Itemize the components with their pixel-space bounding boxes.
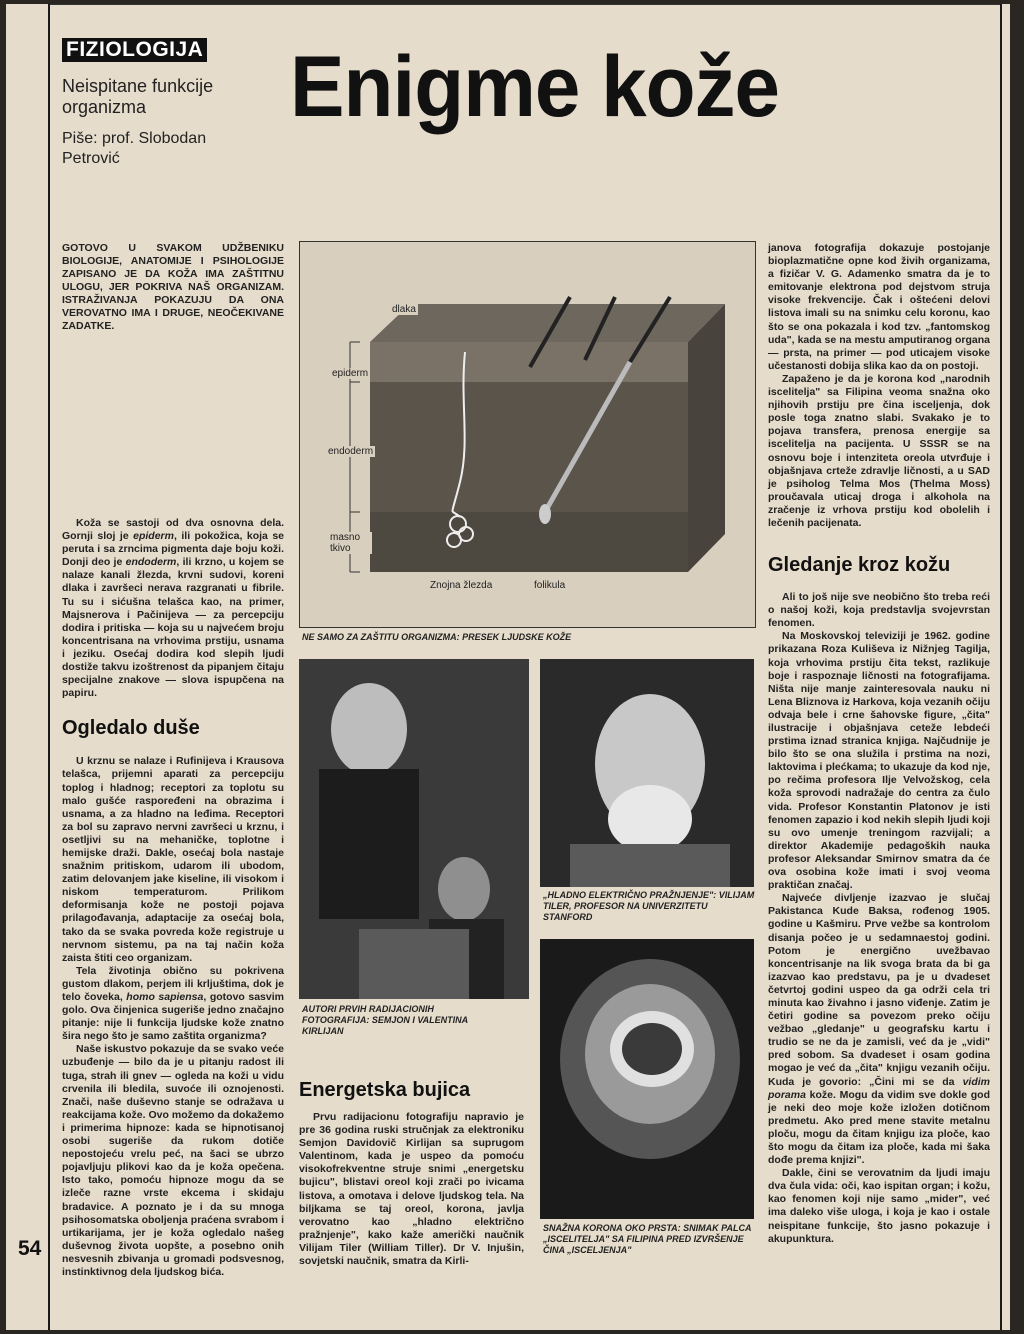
paragraph: Zapaženo je da je korona kod „narodnih iscelitelja" sa Filipina veoma snažna oko njihovih prstiju pre čina isceljenja, dok posle toga znatno slabi. Svakako je to pojava transfera, prenosa energije sa iscelitelja na pacijenta. U SSSR se na osnovu boje i intenziteta oreola utvrđuje i objašnjava crteže zdravlje ličnosti, a u SAD je psiholog Telma Mos (Thelma Moss) proučavala uticaj droga i alkohola na zračenje iz vrhova prstiju kod obolelih i lečenih pacijenata. xyxy=(768,372,990,529)
intro-paragraph xyxy=(62,517,284,700)
column-3 xyxy=(768,242,990,1246)
photo-kirlian-graphic xyxy=(299,659,529,999)
text-run: kože. Mogu da vidim sve dokle god je neki deo moje kože izložen dotičnom predmetu. Ako pred mene stavite metalnu ploču, mogu da čitam knjigu iza ploče, kao što mogu da čitam iza ploče, kada mi šaka dođe prema knjizi". xyxy=(768,1088,990,1167)
photo-finger-corona xyxy=(540,939,754,1219)
skin-cross-section-diagram xyxy=(299,241,756,628)
magazine-page xyxy=(6,4,1010,1330)
paragraph: Prvu radijacionu fotografiju napravio je pre 36 godina ruski stručnjak za elektroniku Semjon Davidovič Kirlijan sa suprugom Valentinom, kada je uspeo da pomoću visokofrekventne struje snimi „energetsku bujicu", blistavi oreol koji zrači po ivicama listova, a omotava i delove ljudskog tela. Na biljkama se taj oreol, korona, javlja verovatno kao „hladno električno pražnjenje", kako kaže američki naučnik Vilijam Tiler (William Tiller). Dr V. Injušin, sovjetski naučnik, smatra da Kirli- xyxy=(299,1111,524,1268)
diagram-label-folikula: folikula xyxy=(534,580,566,591)
diagram-label-dlaka: dlaka xyxy=(392,304,416,315)
skin-diagram-graphic xyxy=(300,242,755,627)
caption-corona: SNAŽNA KORONA OKO PRSTA: SNIMAK PALCA „ISCELITELJA" SA FILIPINA PRED IZVRŠENJE ČINA „ISCELJENJA" xyxy=(543,1223,752,1255)
section-label: FIZIOLOGIJA xyxy=(62,38,207,62)
diagram-label-masno-tkivo: masno tkivo xyxy=(328,532,372,554)
subheading-energetska-bujica: Energetska bujica xyxy=(299,1079,471,1101)
top-rule xyxy=(50,4,1000,5)
paragraph xyxy=(768,892,990,1167)
term-vidim-porama: vidim porama xyxy=(768,1075,990,1101)
paragraph xyxy=(62,965,284,1044)
paragraph: U krznu se nalaze i Rufinijeva i Krausova telašca, prijemni aparati za percepciju toplog i hladnog; receptori za toplotu su malo gušće raspoređeni na obrazima i usnama, a za hladno na leđima. Receptori za bol su zapravo nervni završeci u krznu, i osetljivi su na mehaničke, toplotne i hemijske draži. Dakle, osećaj bola nastaje snažnim pritiskom, udarom ili ubodom, zatim delovanjem jake kiseline, ili visokom i niskom temperaturom. Prilikom deformisanja kože ne postoji pojava prilagođavanja, adaptacije za osećaj bola, tako da se svaka povreda kože registruje u nervnom sistemu, pa na taj način koža zaista štiti ceo organizam. xyxy=(62,755,284,964)
article-subtitle: Neispitane funkcije organizma xyxy=(62,76,214,117)
caption-tiller: „HLADNO ELEKTRIČNO PRAŽNJENJE": VILIJAM TILER, PROFESOR NA UNIVERZITETU STANFORD xyxy=(543,890,755,922)
text-run: Najveće divljenje izazvao je slučaj Pakistanca Kude Baksa, rođenog 1905. godine u Kašmiru. Prve vežbe sa kontrolom disanja počeo je u sedamnaestoj godini. Potom je energično uvežbavao koncentrisanje na lik svoga brata da bi ga izazvao kao predstavu, pa je u dvadeset četvrtoj godini uspeo da ga održi cela tri minuta kao živahno i jasno viđenje. Zatim je četiri godine sa povezom preko očiju vežbao „gledanje" u geografsku kartu i trudio se ne da je zamisli, već da je „vidi" pred sobom. Sa dvadeset i osam godina mogao je već da „čita" knjigu vezanih očiju. Kuda je govorio: „Čini mi se da xyxy=(768,892,990,1088)
paragraph: Ali to još nije sve neobično što treba reći o našoj koži, koja predstavlja svojevrstan fenomen. xyxy=(768,591,990,630)
term-endoderm: endoderm xyxy=(125,556,177,569)
text-run: Koža se sastoji od dva osnovna dela. Gornji sloj je xyxy=(62,517,284,543)
paragraph: Naše iskustvo pokazuje da se svako veće uzbuđenje — bilo da je u pitanju radost ili tuga, strah ili gnev — ogleda na koži u vidu crvenila ili bledila, suvoće ili oznojenosti. Znači, naše duševno stanje se odražava u reakcijama kože. Ovo možemo da dokažemo i primerima hipnoze: kada se hipnotisanoj osobi sugeriše da rukom dotiče nepostojeću vrelu peć, na šaci se ubrzo pojavljuju plikovi kao da je koža opečena. Isto tako, pomoću hipnoze mogu da se izleče razne vrste ekcema i skidaju bradavice. A poznato je i da su mnoga psihosomatska oboljenja praćena svrabom i urtikarijama, jer je koža ogledalo našeg duševnog života uopšte, a posebno onih nesvesnih zbivanja u gromadi podsvesnog, instinktivnog dela ljudskog bića. xyxy=(62,1043,284,1278)
photo-corona-graphic xyxy=(540,939,754,1219)
photo-william-tiller xyxy=(540,659,754,887)
byline: Piše: prof. Slobodan Petrović xyxy=(62,130,207,167)
right-page-rule xyxy=(1000,4,1002,1330)
paragraph: janova fotografija dokazuje postojanje bioplazmatične opne kod živih organizama, a fizičar V. G. Adamenko smatra da je to emitovanje elektrona pod dejstvom struja visoke frekvencije. Čak i oštećeni delovi listova imali su na snimku celu koronu, kao što se ona pokazala i kod tzv. „fantomskog uda", kada se na mestu amputiranog organa — prsta, na primer — pod uticajem visoke učestanosti dobija slika kao da on postoji. xyxy=(768,242,990,372)
paragraph: Na Moskovskoj televiziji je 1962. godine prikazana Roza Kuliševa iz Nižnjeg Tagilja, koja vrhovima prstiju čita tekst, razlikuje boje i raspoznaje ličnosti na fotografijama. Ništa nije manje zainteresovala nauku ni Lena Bliznova iz Harkova, koja vezanih očiju odvaja bele i crne šahovske figure, „čita" ilustracije i objašnjava ceteže lebdeći prstima iznad stranica knjiga. Najčudnije je bilo što se ona služila i prstima na nozi, laktovima i plećkama; to ukazuje da kod nje, po rečima profesora Ilje Velvožskog, cela koža sprovodi nadražaje do centra za čulo vida. Profesor Konstantin Platonov je isti fenomen zapazio i kod nekih slepih ljudi koji su ovo umenje treningom razvijali; a direktor Akademije pedagoških nauka profesor Aleksandar Smirnov smatra da će ova osobina kože imati i svoj veoma praktičan značaj. xyxy=(768,630,990,892)
diagram-label-epiderm: epiderm xyxy=(332,368,369,379)
lead-paragraph: GOTOVO U SVAKOM UDŽBENIKU BIOLOGIJE, ANATOMIJE I PSIHOLOGIJE ZAPISANO JE DA KOŽA IMA ZAŠTITNU ULOGU, JER POKRIVA NAŠ ORGANIZAM. ISTRAŽIVANJA POKAZUJU DA ONA VEROVATNO IMA I DRUGE, NEOČEKIVANE ZADATKE. xyxy=(62,242,284,332)
text-run: , ili krzno, u kojem se nalaze kanali žlezda, krvni sudovi, koreni dlaka i završeci nerava razgranati u fibrile. Tu su i sićušna telašca kao, na primer, Majsnerova i Pačinijeva — za percepciju dodira i pritiska — koja su u najvećem broju koncentrisana na vrhovima prstiju, usnama i jeziku. Osećaj dodira kod slepih ljudi dostiže takvu izoštrenost da pipanjem čitaju specijalne znakove — slova ispupčena na papiru. xyxy=(62,556,284,700)
term-homo-sapiens: homo sapiensa xyxy=(126,991,204,1003)
text-run: Tela životinja obično su pokrivena gustom dlakom, perjem ili krljuštima, dok je telo čoveka, xyxy=(62,964,284,1003)
text-run: , ili pokožica, koja se peruta i sa zrncima pigmenta daje boju koži. Donji deo je xyxy=(62,530,284,569)
column-2 xyxy=(299,1079,524,1268)
column-1 xyxy=(62,517,284,1279)
term-epiderm: epiderm xyxy=(133,530,174,543)
page-number: 54 xyxy=(18,1237,42,1260)
caption-kirlian: AUTORI PRVIH RADIJACIONIH FOTOGRAFIJA: SEMJON I VALENTINA KIRLIJAN xyxy=(302,1004,468,1036)
paragraph: Dakle, čini se verovatnim da ljudi imaju dva čula vida: oči, kao ispitan organ; i kožu, kao fenomen koji nije samo „mider", već ima daleko više uloga, i koja je kao i ostale neispitane funkcije, što jasno pokazuje i akupunktura. xyxy=(768,1167,990,1245)
article-title: Enigme kože xyxy=(290,39,779,135)
photo-tiller-graphic xyxy=(540,659,754,887)
diagram-caption: NE SAMO ZA ZAŠTITU ORGANIZMA: PRESEK LJUDSKE KOŽE xyxy=(302,632,572,642)
left-page-rule xyxy=(48,4,50,1330)
text-run: , gotovo sasvim golo. Ova činjenica sugeriše jedno značajno pitanje: nije li funkcija ljudske kože znatno šira nego što je samo zaštita organizma? xyxy=(62,991,284,1043)
subheading-gledanje-kroz-kozu: Gledanje kroz kožu xyxy=(768,554,951,577)
subheading-ogledalo-duse: Ogledalo duše xyxy=(62,717,200,740)
diagram-label-endoderm: endoderm xyxy=(328,446,374,457)
diagram-label-znojna-zlezda: Znojna žlezda xyxy=(430,580,493,591)
photo-kirlian-couple xyxy=(299,659,529,999)
